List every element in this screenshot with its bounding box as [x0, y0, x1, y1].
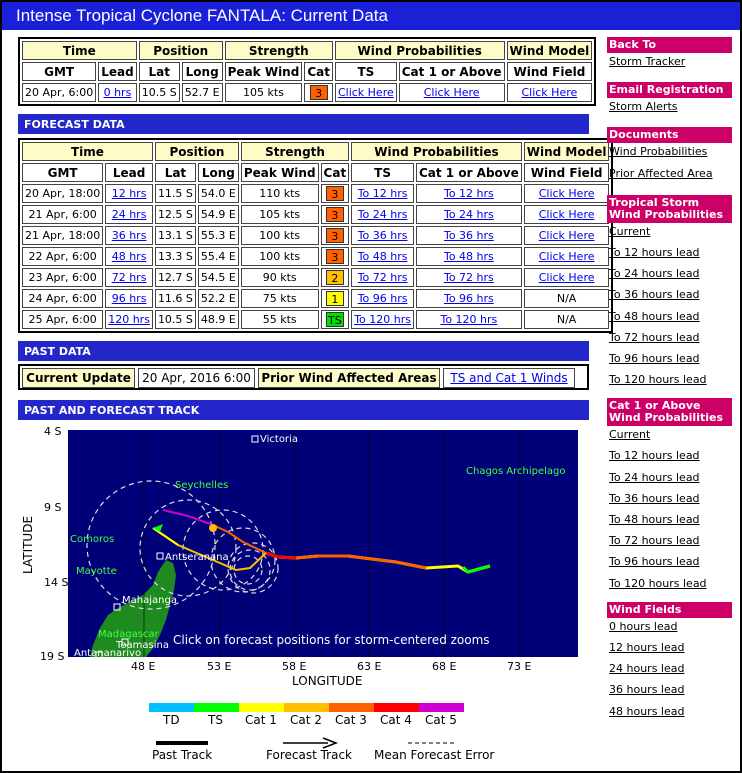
forecast-gmt: 21 Apr, 6:00 — [28, 208, 97, 221]
current-update-label: Current Update — [22, 368, 135, 388]
sidebar-heading: Wind Fields — [607, 602, 732, 618]
error-legend-label: Mean Forecast Error — [374, 748, 495, 762]
col-position: Position — [139, 41, 223, 60]
forecast-row — [22, 310, 609, 329]
forecast-long: 48.9 E — [200, 313, 236, 326]
sidebar-link[interactable]: To 120 hours lead — [609, 576, 707, 590]
y-axis-label: LATITUDE — [21, 515, 35, 574]
forecast-row — [22, 268, 609, 287]
forecast-data-table — [18, 138, 613, 333]
ts-cat1-winds-link[interactable]: TS and Cat 1 Winds — [450, 371, 568, 385]
forecast-ts-link[interactable]: To 48 hrs — [357, 250, 408, 263]
forecast-long: 55.3 E — [200, 229, 236, 242]
current-update-date: 20 Apr, 2016 6:00 — [138, 368, 255, 388]
sidebar-heading: Tropical Storm Wind Probabilities — [607, 195, 732, 223]
sidebar-heading: Email Registration — [607, 82, 732, 98]
legend-label: Cat 3 — [335, 713, 367, 727]
ytick-19s: 19 S — [40, 650, 65, 663]
sidebar-link[interactable]: Current — [609, 428, 651, 442]
col-wind-field: Wind Field — [524, 163, 610, 182]
forecast-ts-link[interactable]: To 96 hrs — [357, 292, 408, 305]
forecast-gmt: 22 Apr, 6:00 — [28, 250, 97, 263]
forecast-row — [22, 226, 609, 245]
current-gmt: 20 Apr, 6:00 — [22, 83, 96, 102]
col-cat1: Cat 1 or Above — [416, 163, 522, 182]
forecast-wind: 110 kts — [259, 187, 301, 200]
forecast-wind: 100 kts — [259, 250, 301, 263]
current-wind: 105 kts — [225, 83, 303, 102]
col-peak-wind: Peak Wind — [225, 62, 303, 81]
label-victoria: Victoria — [260, 434, 298, 445]
sidebar-heading: Documents — [607, 127, 732, 143]
forecast-lead-link[interactable]: 36 hrs — [111, 229, 147, 242]
forecast-lead-link[interactable]: 12 hrs — [111, 187, 147, 200]
forecast-header: FORECAST DATA — [18, 114, 589, 134]
sidebar-link[interactable]: To 12 hours lead — [609, 245, 700, 259]
legend-label: TD — [163, 713, 180, 727]
forecast-cat-badge: 3 — [326, 249, 344, 264]
forecast-long: 54.9 E — [200, 208, 236, 221]
forecast-gmt: 20 Apr, 18:00 — [25, 187, 101, 200]
sidebar-link[interactable]: To 72 hours lead — [609, 534, 700, 548]
track-header: PAST AND FORECAST TRACK — [18, 400, 589, 420]
forecast-cat1-link[interactable]: To 36 hrs — [443, 229, 494, 242]
col-wind-prob: Wind Probabilities — [335, 41, 505, 60]
sidebar-link[interactable]: To 12 hours lead — [609, 449, 700, 463]
xtick-63e: 63 E — [357, 660, 382, 673]
forecast-cat-badge: 1 — [326, 291, 344, 306]
sidebar-link[interactable]: Prior Affected Area — [609, 166, 713, 180]
current-lead-link[interactable]: 0 hrs — [103, 86, 132, 99]
forecast-windfield-link[interactable]: Click Here — [538, 187, 595, 200]
label-comoros: Comoros — [70, 534, 115, 545]
sidebar-heading: Back To — [607, 37, 732, 53]
col-peak-wind: Peak Wind — [241, 163, 319, 182]
xtick-53e: 53 E — [207, 660, 232, 673]
legend-swatch — [419, 703, 464, 712]
map-note: Click on forecast positions for storm-centered zooms — [173, 633, 490, 647]
col-wind-model: Wind Model — [507, 41, 593, 60]
current-windfield-link[interactable]: Click Here — [521, 86, 578, 99]
label-seychelles: Seychelles — [175, 480, 229, 491]
forecast-windfield-link[interactable]: Click Here — [538, 229, 595, 242]
col-time: Time — [22, 142, 153, 161]
sidebar-link[interactable]: 0 hours lead — [609, 619, 678, 633]
sidebar-link[interactable]: To 48 hours lead — [609, 513, 700, 526]
current-lat: 10.5 S — [139, 83, 180, 102]
forecast-wind: 75 kts — [262, 292, 297, 305]
legend-label: Cat 4 — [380, 713, 412, 727]
col-cat: Cat — [304, 62, 333, 81]
forecast-ts-link[interactable]: To 72 hrs — [357, 271, 408, 284]
forecast-row — [22, 184, 609, 203]
ytick-14s: 14 S — [44, 576, 69, 589]
xtick-48e: 48 E — [131, 660, 156, 673]
page-title: Intense Tropical Cyclone FANTALA: Current Data — [2, 2, 740, 30]
col-time: Time — [22, 41, 137, 60]
legend-swatch — [149, 703, 194, 712]
forecast-ts-link[interactable]: To 12 hrs — [357, 187, 408, 200]
forecast-long: 54.0 E — [200, 187, 236, 200]
col-wind-field: Wind Field — [507, 62, 593, 81]
sidebar-link[interactable]: 12 hours lead — [609, 640, 685, 654]
past-data-table — [18, 364, 589, 390]
forecast-wind: 100 kts — [259, 229, 301, 242]
col-wind-model: Wind Model — [524, 142, 610, 161]
col-lead: Lead — [105, 163, 153, 182]
x-axis-label: LONGITUDE — [292, 674, 363, 688]
sidebar-link[interactable]: Storm Alerts — [609, 100, 678, 114]
label-mahajanga: Mahajanga — [122, 595, 177, 606]
category-legend — [149, 703, 464, 712]
forecast-cat-badge: 3 — [326, 228, 344, 243]
forecast-lead-link[interactable]: 72 hrs — [111, 271, 147, 284]
legend-label: TS — [208, 713, 223, 727]
forecast-long: 55.4 E — [200, 250, 236, 263]
sidebar-link[interactable]: To 36 hours lead — [609, 491, 700, 505]
current-cat-badge: 3 — [310, 85, 328, 100]
forecast-cat-badge: 2 — [326, 270, 344, 285]
forecast-windfield-link[interactable]: Click Here — [538, 250, 595, 263]
col-long: Long — [182, 62, 223, 81]
xtick-58e: 58 E — [282, 660, 307, 673]
sidebar-link[interactable]: To 120 hours lead — [609, 373, 707, 387]
forecast-wind: 105 kts — [259, 208, 301, 221]
forecast-windfield-na: N/A — [556, 292, 577, 305]
col-ts: TS — [335, 62, 397, 81]
label-madagascar: Madagascar — [98, 629, 159, 640]
forecast-long: 52.2 E — [200, 292, 236, 305]
forecast-cat1-link[interactable]: To 48 hrs — [443, 250, 494, 263]
forecast-lat: 11.5 S — [157, 187, 193, 200]
legend-swatch — [329, 703, 374, 712]
sidebar-link[interactable]: To 24 hours lead — [609, 470, 700, 484]
forecast-lat: 12.7 S — [157, 271, 193, 284]
legend-swatch — [374, 703, 419, 712]
col-position: Position — [155, 142, 239, 161]
sidebar-link[interactable]: Current — [609, 224, 651, 238]
sidebar-link[interactable]: 24 hours lead — [609, 662, 685, 676]
legend-label: Cat 1 — [245, 713, 277, 727]
col-cat: Cat — [321, 163, 350, 182]
forecast-lat: 13.1 S — [157, 229, 193, 242]
forecast-gmt: 21 Apr, 18:00 — [25, 229, 101, 242]
forecast-gmt: 23 Apr, 6:00 — [28, 271, 97, 284]
category-legend-labels — [162, 713, 457, 727]
col-lat: Lat — [139, 62, 180, 81]
ytick-9s: 9 S — [44, 501, 62, 514]
sidebar-link[interactable]: To 96 hours lead — [609, 351, 700, 365]
forecast-ts-link[interactable]: To 36 hrs — [357, 229, 408, 242]
sidebar-link[interactable]: Wind Probabilities — [609, 145, 708, 159]
forecast-ts-link[interactable]: To 24 hrs — [357, 208, 408, 221]
sidebar-link[interactable]: 36 hours lead — [609, 683, 685, 697]
forecast-lat: 10.5 S — [157, 313, 193, 326]
forecast-ts-link[interactable]: To 120 hrs — [354, 313, 411, 326]
label-toamasina: Toamasina — [116, 640, 169, 651]
forecast-windfield-na: N/A — [556, 313, 577, 326]
legend-label: Cat 5 — [425, 713, 457, 727]
forecast-cat1-link[interactable]: To 24 hrs — [443, 208, 494, 221]
forecast-wind: 55 kts — [262, 313, 297, 326]
forecast-row — [22, 205, 609, 224]
prior-wind-label: Prior Wind Affected Areas — [258, 368, 440, 388]
track-map[interactable] — [18, 420, 589, 770]
col-lead: Lead — [98, 62, 136, 81]
track-map-svg — [18, 420, 589, 770]
sidebar-heading: Cat 1 or Above Wind Probabilities — [607, 398, 732, 426]
xtick-73e: 73 E — [507, 660, 532, 673]
current-data-table — [18, 37, 596, 106]
label-chagos: Chagos Archipelago — [466, 466, 566, 477]
forecast-lead-link[interactable]: 48 hrs — [111, 250, 147, 263]
sidebar-link[interactable]: To 24 hours lead — [609, 267, 700, 281]
col-lat: Lat — [155, 163, 196, 182]
forecast-lead-link[interactable]: 24 hrs — [111, 208, 147, 221]
past-track-legend-label: Past Track — [152, 748, 213, 762]
legend-swatch — [284, 703, 329, 712]
legend-swatch — [194, 703, 239, 712]
forecast-row — [22, 289, 609, 308]
col-wind-prob: Wind Probabilities — [351, 142, 522, 161]
label-mayotte: Mayotte — [76, 566, 117, 577]
sidebar-link[interactable]: To 36 hours lead — [609, 288, 700, 302]
forecast-cat-badge: TS — [326, 312, 344, 327]
current-long: 52.7 E — [182, 83, 223, 102]
col-gmt: GMT — [22, 62, 96, 81]
forecast-lat: 13.3 S — [157, 250, 193, 263]
col-ts: TS — [351, 163, 414, 182]
ytick-4s: 4 S — [44, 425, 62, 438]
legend-swatch — [239, 703, 284, 712]
forecast-wind: 90 kts — [262, 271, 297, 284]
forecast-lead-link[interactable]: 96 hrs — [111, 292, 147, 305]
current-cat1-link[interactable]: Click Here — [423, 86, 480, 99]
current-ts-link[interactable]: Click Here — [337, 86, 394, 99]
forecast-row — [22, 247, 609, 266]
forecast-cat-badge: 3 — [326, 186, 344, 201]
col-strength: Strength — [241, 142, 349, 161]
forecast-track-legend-label: Forecast Track — [266, 748, 352, 762]
forecast-lat: 11.6 S — [157, 292, 193, 305]
forecast-cat-badge: 3 — [326, 207, 344, 222]
forecast-windfield-link[interactable]: Click Here — [538, 271, 595, 284]
label-antananarivo: Antananarivo — [74, 648, 142, 659]
sidebar-link[interactable]: To 96 hours lead — [609, 555, 700, 569]
forecast-lead-link[interactable]: 120 hrs — [108, 313, 150, 326]
past-header: PAST DATA — [18, 341, 589, 361]
col-strength: Strength — [225, 41, 333, 60]
sidebar — [607, 37, 732, 730]
col-cat1: Cat 1 or Above — [399, 62, 505, 81]
sidebar-link[interactable]: 48 hours lead — [609, 704, 685, 718]
xtick-68e: 68 E — [432, 660, 457, 673]
sidebar-link[interactable]: To 48 hours lead — [609, 309, 700, 323]
sidebar-link[interactable]: To 72 hours lead — [609, 330, 700, 344]
forecast-long: 54.5 E — [200, 271, 236, 284]
sidebar-link[interactable]: Storm Tracker — [609, 55, 686, 68]
forecast-cat1-link[interactable]: To 120 hrs — [440, 313, 498, 326]
col-gmt: GMT — [22, 163, 103, 182]
forecast-windfield-link[interactable]: Click Here — [538, 208, 595, 221]
forecast-cat1-link[interactable]: To 12 hrs — [443, 187, 494, 200]
forecast-cat1-link[interactable]: To 72 hrs — [443, 271, 494, 284]
forecast-lat: 12.5 S — [157, 208, 193, 221]
col-long: Long — [198, 163, 239, 182]
forecast-cat1-link[interactable]: To 96 hrs — [443, 292, 494, 305]
label-antseranana: Antseranana — [165, 552, 229, 563]
forecast-gmt: 24 Apr, 6:00 — [28, 292, 97, 305]
forecast-point[interactable] — [209, 524, 217, 532]
legend-label: Cat 2 — [290, 713, 322, 727]
forecast-gmt: 25 Apr, 6:00 — [28, 313, 97, 326]
